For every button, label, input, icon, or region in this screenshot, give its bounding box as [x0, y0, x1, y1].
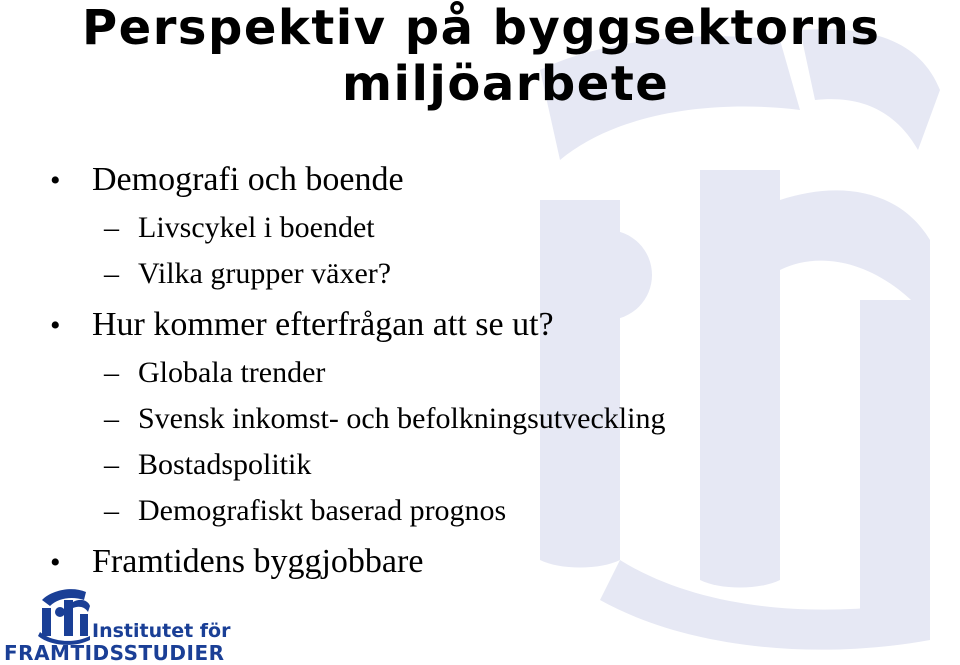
slide-title-line-2: miljöarbete	[342, 56, 670, 112]
subitem-globala-trender: Globala trender	[138, 356, 326, 389]
subitem-livscykel: Livscykel i boendet	[138, 211, 375, 244]
bullet-marker: •	[50, 164, 61, 197]
dash-marker: –	[104, 448, 119, 481]
dash-marker: –	[104, 211, 119, 244]
bullet-item-efterfragan: Hur kommer efterfrågan att se ut?	[92, 306, 554, 343]
subitem-svensk-inkomst: Svensk inkomst- och befolkningsutveckling	[138, 402, 666, 435]
logo-text-institutet: Institutet för	[92, 620, 231, 642]
bullet-item-framtidens: Framtidens byggjobbare	[92, 543, 424, 580]
dash-marker: –	[104, 257, 119, 290]
bullet-item-demografi: Demografi och boende	[92, 161, 404, 198]
slide-title-line-1: Perspektiv på byggsektorns	[82, 0, 881, 56]
subitem-demografiskt-prognos: Demografiskt baserad prognos	[138, 494, 507, 527]
dash-marker: –	[104, 494, 119, 527]
bullet-marker: •	[50, 309, 61, 342]
subitem-bostadspolitik: Bostadspolitik	[138, 448, 312, 481]
dash-marker: –	[104, 402, 119, 435]
logo-text-framtidsstudier: FRAMTIDSSTUDIER	[4, 641, 225, 665]
subitem-vilka-grupper: Vilka grupper växer?	[138, 257, 392, 290]
bullet-marker: •	[50, 546, 61, 579]
dash-marker: –	[104, 356, 119, 389]
